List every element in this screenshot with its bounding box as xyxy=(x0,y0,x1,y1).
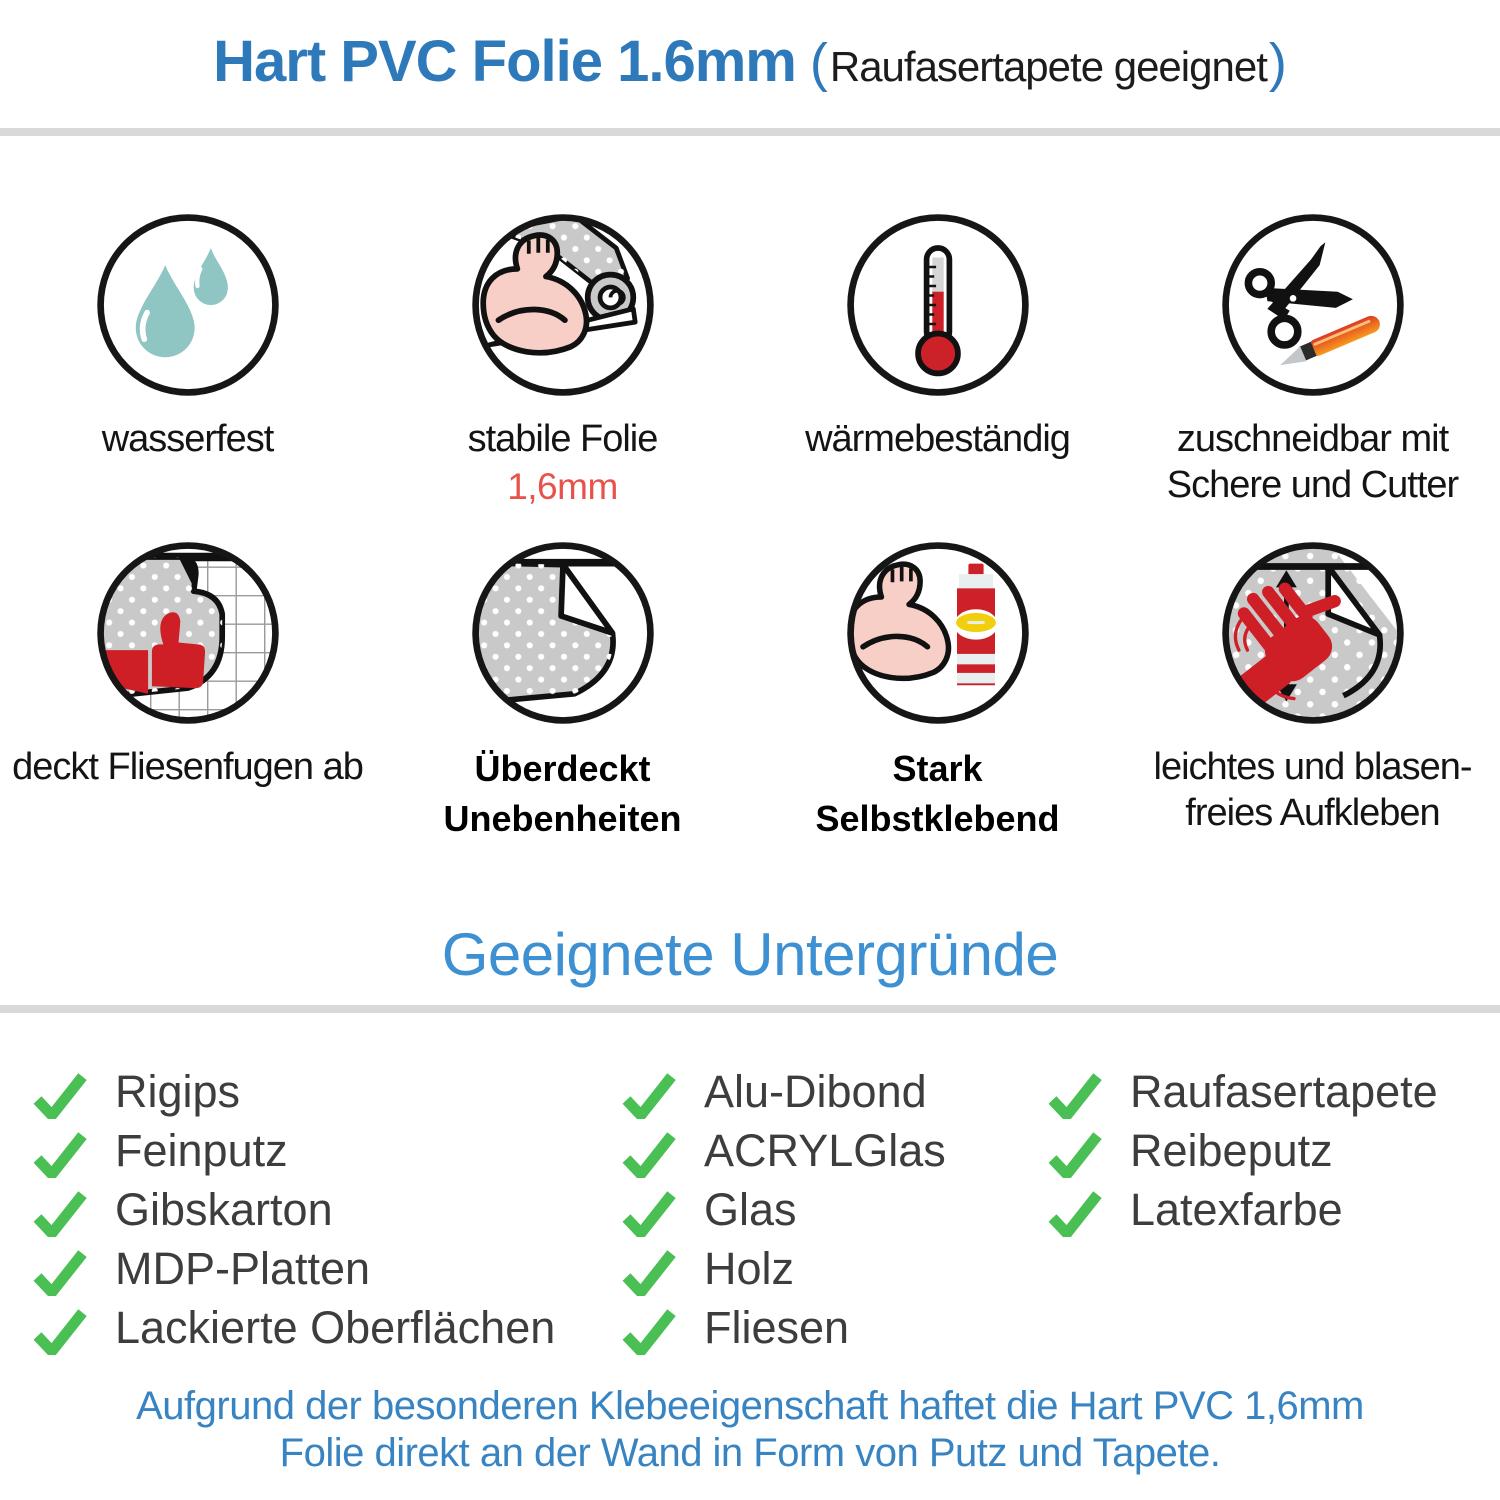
list-item xyxy=(33,1180,555,1239)
list-item xyxy=(1048,1180,1438,1239)
scissors-cutter-icon xyxy=(1218,210,1408,400)
feature-thickness-value: 1,6mm xyxy=(507,466,618,507)
title-annotation: Raufasertapete geeignet xyxy=(829,43,1267,90)
footer-note xyxy=(0,1383,1500,1477)
feature-cuttable xyxy=(1125,210,1500,508)
check-icon xyxy=(622,1249,676,1296)
check-icon xyxy=(33,1308,87,1355)
list-item xyxy=(33,1298,555,1357)
list-item xyxy=(33,1062,555,1121)
page-header xyxy=(0,28,1500,120)
list-item xyxy=(622,1180,946,1239)
footer-line-2: Folie direkt an der Wand in Form von Putz und Tapete. xyxy=(279,1431,1221,1475)
muscle-arm-foil-icon xyxy=(468,210,658,400)
surface-label: Raufasertapete xyxy=(1130,1065,1438,1117)
surface-label: Holz xyxy=(704,1242,795,1294)
feature-label: deckt Fliesenfugen ab xyxy=(12,746,363,788)
muscle-arm-glue-icon xyxy=(843,538,1033,728)
footer-line-1: Aufgrund der besonderen Klebeeigenschaft haftet die Hart PVC 1,6mm xyxy=(136,1384,1364,1428)
feature-heat-resistant xyxy=(750,210,1125,508)
paren-open: ( xyxy=(809,33,828,93)
list-item xyxy=(622,1121,946,1180)
foil-fold-icon xyxy=(468,538,658,728)
surface-label: ACRYLGlas xyxy=(704,1124,946,1176)
surface-label: Fliesen xyxy=(704,1301,850,1353)
feature-row-1 xyxy=(0,210,1500,508)
section-heading: Geeignete Untergründe xyxy=(441,921,1059,988)
list-item xyxy=(1048,1121,1438,1180)
feature-label: Stark Selbstklebend xyxy=(815,748,1060,839)
surfaces-column-1 xyxy=(33,1062,555,1357)
feature-label: zuschneidbar mit Schere und Cutter xyxy=(1166,418,1459,506)
water-drops-icon xyxy=(93,210,283,400)
surfaces-column-3 xyxy=(1048,1062,1438,1239)
feature-bubble-free xyxy=(1125,538,1500,844)
check-icon xyxy=(33,1190,87,1237)
list-item xyxy=(622,1298,946,1357)
list-item xyxy=(622,1239,946,1298)
thumb-up-tiles-icon xyxy=(93,538,283,728)
check-icon xyxy=(622,1131,676,1178)
check-icon xyxy=(1048,1072,1102,1119)
surface-label: Feinputz xyxy=(115,1124,288,1176)
surface-label: Rigips xyxy=(115,1065,241,1117)
feature-covers-unevenness xyxy=(375,538,750,844)
feature-self-adhesive xyxy=(750,538,1125,844)
feature-label: wasserfest xyxy=(101,418,274,460)
surfaces-column-2 xyxy=(622,1062,946,1357)
check-icon xyxy=(1048,1190,1102,1237)
surface-label: Gibskarton xyxy=(115,1183,333,1235)
page-title: Hart PVC Folie 1.6mm xyxy=(213,29,796,94)
hand-smoothing-icon xyxy=(1218,538,1408,728)
list-item xyxy=(33,1121,555,1180)
check-icon xyxy=(622,1308,676,1355)
check-icon xyxy=(622,1190,676,1237)
feature-stable-foil xyxy=(375,210,750,508)
check-icon xyxy=(1048,1131,1102,1178)
check-icon xyxy=(33,1249,87,1296)
list-item xyxy=(1048,1062,1438,1121)
list-item xyxy=(33,1239,555,1298)
divider-middle xyxy=(0,1005,1500,1013)
surface-label: Latexfarbe xyxy=(1130,1183,1343,1235)
check-icon xyxy=(622,1072,676,1119)
surface-label: Reibeputz xyxy=(1130,1124,1333,1176)
paren-close: ) xyxy=(1268,33,1287,93)
check-icon xyxy=(33,1072,87,1119)
surface-label: Alu-Dibond xyxy=(704,1065,927,1117)
check-icon xyxy=(33,1131,87,1178)
feature-label: stabile Folie xyxy=(467,418,658,460)
feature-covers-tile-joints xyxy=(0,538,375,844)
feature-label: wärmebeständig xyxy=(805,418,1070,460)
list-item xyxy=(622,1062,946,1121)
surface-label: Glas xyxy=(704,1183,797,1235)
surface-label: Lackierte Oberflächen xyxy=(115,1301,556,1353)
feature-waterproof xyxy=(0,210,375,508)
feature-label: leichtes und blasen- freies Aufkleben xyxy=(1153,746,1472,834)
feature-row-2 xyxy=(0,538,1500,844)
divider-top xyxy=(0,128,1500,136)
feature-label: Überdeckt Unebenheiten xyxy=(443,748,682,839)
thermometer-icon xyxy=(843,210,1033,400)
surface-label: MDP-Platten xyxy=(115,1242,371,1294)
